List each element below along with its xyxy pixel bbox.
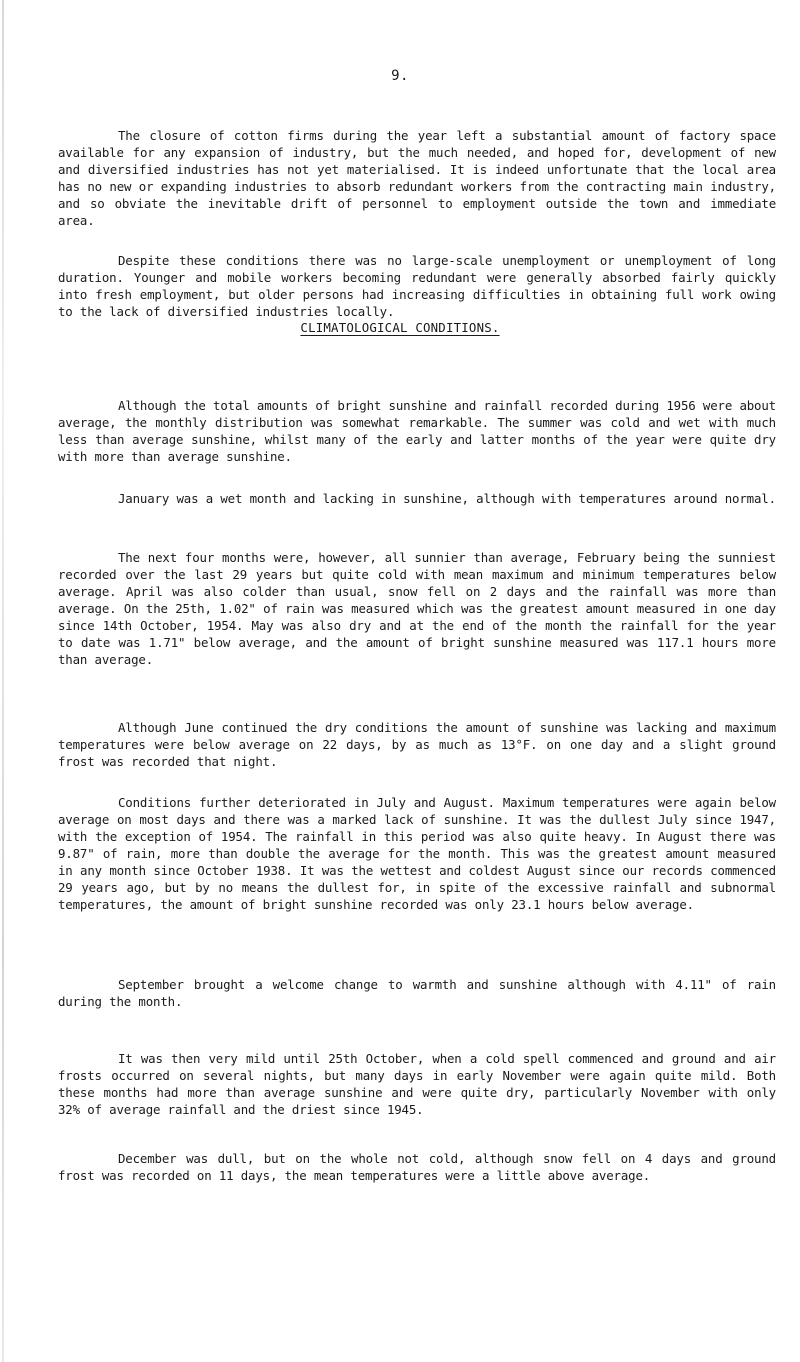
- scan-edge-shadow: [2, 0, 4, 1362]
- page-number: 9.: [391, 68, 409, 84]
- paragraph-text: Although the total amounts of bright sunshine and rainfall recorded during 1956 were about average, the monthly distribution was somewhat remarkable. The summer was cold and wet with much less than average sunshine, whilst many of the early and latter months of the year were quite dry with more than average sunshine.: [58, 398, 784, 464]
- paragraph-text: The closure of cotton firms during the year left a substantial amount of factory space available for any expansion of industry, but the much needed, and hoped for, development of new and diversified industries has not yet materialised. It is indeed unfortunate that the local area has no new or expanding industries to absorb redundant workers from the contracting main industry, and so obviate the inevitable drift of personnel to employment outside the town and immediate area.: [58, 128, 784, 228]
- paragraph-july-august: [58, 760, 784, 947]
- section-heading: [0, 320, 800, 335]
- heading-text: CLIMATOLOGICAL CONDITIONS.: [300, 320, 500, 335]
- paragraph-text: It was then very mild until 25th October, when a cold spell commenced and ground and air frosts occurred on several nights, but many days in early November were again quite mild. Both these months had more than average sunshine and were quite dry, particularly November with only 32% of average rainfall and the driest since 1945.: [58, 1051, 784, 1117]
- paragraph-text: Although June continued the dry conditions the amount of sunshine was lacking and maximum temperatures were below average on 22 days, by as much as 13°F. on one day and a slight ground frost was recorded that night.: [58, 720, 784, 769]
- paragraph-february-may: [58, 515, 784, 702]
- paragraph-text: Despite these conditions there was no large-scale unemployment or unemployment of long duration. Younger and mobile workers becoming redundant were generally absorbed fairly quickly into fresh employment, but older persons had increasing difficulties in obtaining full work owing to the lack of diversified industries locally.: [58, 253, 784, 319]
- paragraph-text: December was dull, but on the whole not cold, although snow fell on 4 days and ground frost was recorded on 11 days, the mean temperatures were a little above average.: [58, 1151, 784, 1183]
- paragraph-text: September brought a welcome change to warmth and sunshine although with 4.11" of rain during the month.: [58, 977, 784, 1009]
- paragraph-text: January was a wet month and lacking in sunshine, although with temperatures around normal.: [118, 491, 776, 506]
- paragraph-text: The next four months were, however, all sunnier than average, February being the sunniest recorded over the last 29 years but quite cold with mean maximum and minimum temperatures below average. April was also colder than usual, snow fell on 2 days and the rainfall was more than average. On the 25th, 1.02" of rain was measured which was the greatest amount measured in one day since 14th October, 1954. May was also dry and at the end of the month the rainfall for the year to date was 1.71" below average, and the amount of bright sunshine measured was 117.1 hours more than average.: [58, 550, 784, 667]
- paragraph-text: Conditions further deteriorated in July and August. Maximum temperatures were again below average on most days and there was a marked lack of sunshine. It was the dullest July since 1947, with the exception of 1954. The rainfall in this period was also quite heavy. In August there was 9.87" of rain, more than double the average for the month. This was the greatest amount measured in any month since October 1938. It was the wettest and coldest August since our records commenced 29 years ago, but by no means the dullest for, in spite of the excessive rainfall and subnormal temperatures, the amount of bright sunshine recorded was only 23.1 hours below average.: [58, 795, 784, 912]
- paragraph-december: [58, 1116, 784, 1218]
